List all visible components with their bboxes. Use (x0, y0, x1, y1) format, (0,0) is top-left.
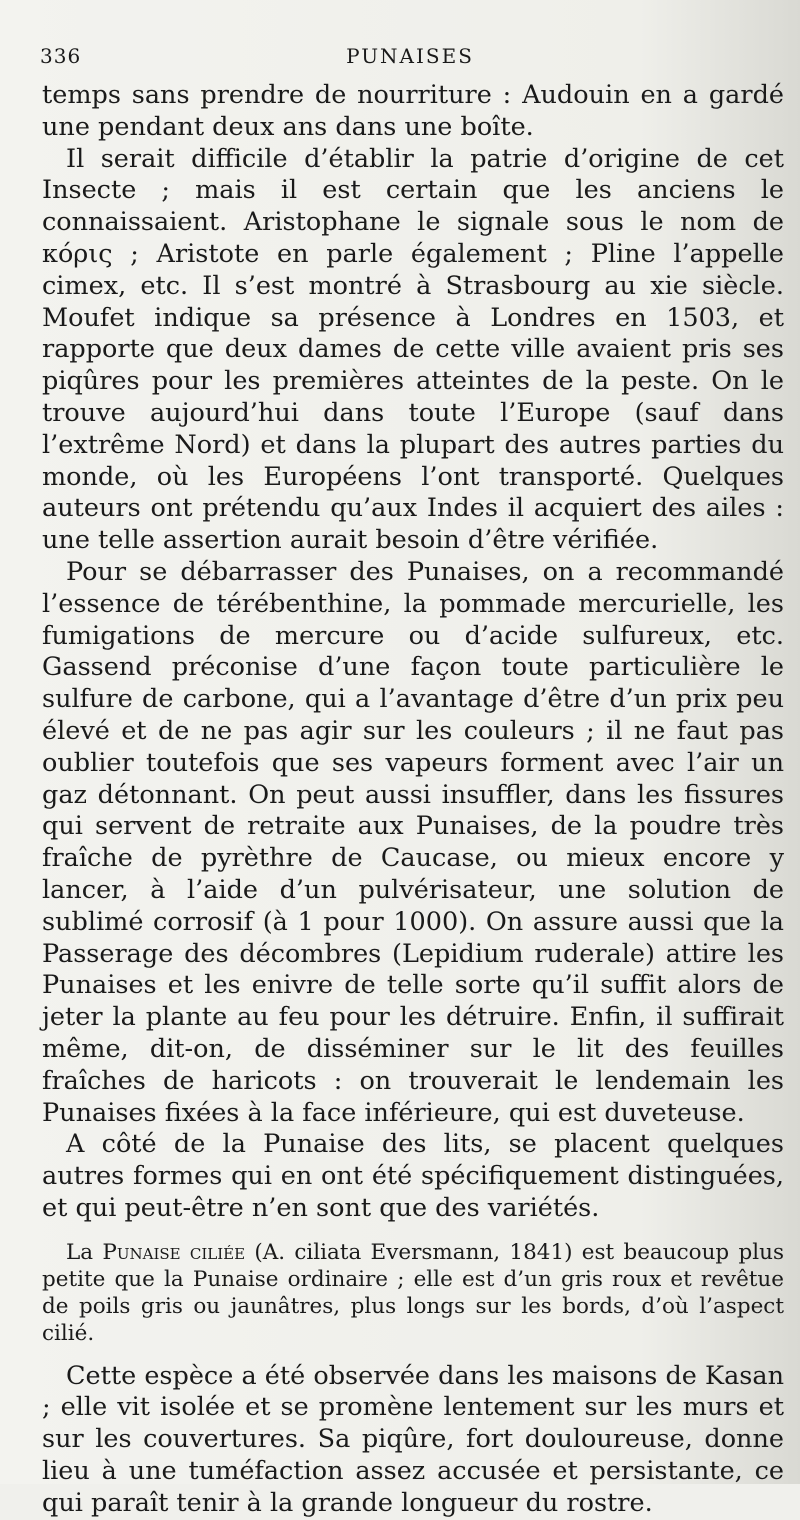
page-header (40, 44, 780, 74)
paragraph-6: Cette espèce a été observée dans les maisons de Kasan ; elle vit isolée et se promène lentement sur les murs et sur les couvertures. Sa piqûre, fort douloureuse, donne lieu à une tuméfaction assez accusée et persistante, ce qui paraît tenir à la grande longueur du rostre. (42, 1360, 784, 1518)
species-name: Punaise ciliée (102, 1239, 246, 1265)
paragraph-2: Il serait difficile d’établir la patrie d’origine de cet Insecte ; mais il est certain que les anciens le connaissaient. Aristophane le signale sous le nom de κόρις ; Aristote en parle également ; Pline l’appelle cimex, etc. Il s’est montré à Strasbourg au xie siècle. Moufet indique sa présence à Londres en 1503, et rapporte que deux dames de cette ville avaient pris ses piqûres pour les premières atteintes de la peste. On le trouve aujourd’hui dans toute l’Europe (sauf dans l’extrême Nord) et dans la plupart des autres parties du monde, où les Européens l’ont transporté. Quelques auteurs ont prétendu qu’aux Indes il acquiert des ailes : une telle assertion aurait besoin d’être vérifiée. (42, 143, 784, 556)
paragraph-continuation (42, 80, 784, 1225)
page-body (42, 80, 784, 1520)
species-description: (A. ciliata Eversmann, 1841) est beaucoup plus petite que la Punaise ordinaire ; elle est d’un gris roux et revêtue de poils gris ou jaunâtres, plus longs sur les bords, d’où l’aspect cilié. (42, 1239, 784, 1346)
article-la: La (66, 1239, 94, 1265)
paragraph-5 (42, 1239, 784, 1347)
species-note (42, 1239, 784, 1347)
page-number: 336 (40, 44, 82, 68)
paragraph-1: temps sans prendre de nourriture : Audouin en a gardé une pendant deux ans dans une boîte. (42, 80, 784, 142)
paragraph-3: Pour se débarrasser des Punaises, on a recommandé l’essence de térébenthine, la pommade mercurielle, les fumigations de mercure ou d’acide sulfureux, etc. Gassend préconise d’une façon toute particulière le sulfure de carbone, qui a l’avantage d’être d’un prix peu élevé et de ne pas agir sur les couleurs ; il ne faut pas oublier toutefois que ses vapeurs forment avec l’air un gaz détonnant. On peut aussi insuffler, dans les fissures qui servent de retraite aux Punaises, de la poudre très fraîche de pyrèthre de Caucase, ou mieux encore y lancer, à l’aide d’un pulvérisateur, une solution de sublimé corrosif (à 1 pour 1000). On assure aussi que la Passerage des décombres (Lepidium ruderale) attire les Punaises et les enivre de telle sorte qu’il suffit alors de jeter la plante au feu pour les détruire. Enfin, il suffirait même, dit-on, de disséminer sur le lit des feuilles fraîches de haricots : on trouverait le lendemain les Punaises fixées à la face inférieure, qui est duveteuse. (42, 556, 784, 1128)
species-observation (42, 1361, 784, 1520)
paragraph-4: A côté de la Punaise des lits, se placent quelques autres formes qui en ont été spécifiquement distinguées, et qui peut-être n’en sont que des variétés. (42, 1129, 784, 1223)
running-title: PUNAISES (346, 44, 474, 68)
